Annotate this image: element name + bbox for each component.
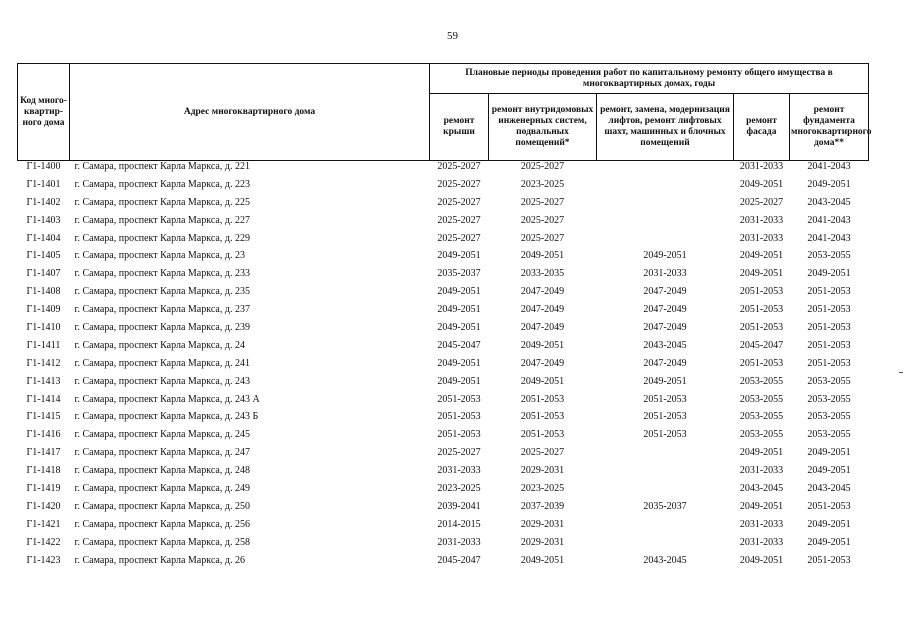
cell-roof: 2039-2041 xyxy=(437,500,481,512)
header-code: Код много-квартир-ного дома xyxy=(18,64,70,161)
cell-code: Г1-1414 xyxy=(26,393,61,405)
table-row xyxy=(18,555,869,573)
cell-facade: 2049-2051 xyxy=(739,268,784,280)
cell-internal-systems: 2025-2027 xyxy=(520,447,565,459)
cell-elevators: 2051-2053 xyxy=(643,411,687,423)
cell-address: г. Самара, проспект Карла Маркса, д. 250 xyxy=(74,500,250,512)
cell-facade: 2051-2053 xyxy=(739,357,784,369)
cell-address: г. Самара, проспект Карла Маркса, д. 24 xyxy=(74,339,245,351)
cell-address: г. Самара, проспект Карла Маркса, д. 237 xyxy=(74,304,250,316)
cell-address: г. Самара, проспект Карла Маркса, д. 225 xyxy=(74,196,250,208)
cell-internal-systems: 2049-2051 xyxy=(520,250,565,262)
cell-roof: 2025-2027 xyxy=(437,178,481,190)
cell-address: г. Самара, проспект Карла Маркса, д. 235 xyxy=(74,286,250,298)
cell-address: г. Самара, проспект Карла Маркса, д. 239 xyxy=(74,322,250,334)
cell-code: Г1-1411 xyxy=(26,339,61,351)
cell-facade: 2053-2055 xyxy=(739,429,784,441)
cell-facade: 2051-2053 xyxy=(739,286,784,298)
cell-code: Г1-1401 xyxy=(26,178,61,190)
cell-address: г. Самара, проспект Карла Маркса, д. 243 xyxy=(74,375,250,387)
cell-internal-systems: 2025-2027 xyxy=(520,196,565,208)
cell-elevators: 2035-2037 xyxy=(643,500,687,512)
cell-foundation: 2051-2053 xyxy=(807,500,851,512)
cell-elevators xyxy=(597,215,734,233)
cell-foundation: 2051-2053 xyxy=(807,339,851,351)
header-address: Адрес многоквартирного дома xyxy=(70,64,430,161)
cell-internal-systems: 2025-2027 xyxy=(520,214,565,226)
header-elevators: ремонт, замена, модернизация лифтов, ремонт лифтовых шахт, машинных и блочных помещений xyxy=(597,94,734,161)
cell-roof: 2045-2047 xyxy=(437,339,481,351)
cell-elevators: 2043-2045 xyxy=(643,554,687,566)
cell-roof: 2045-2047 xyxy=(437,554,481,566)
cell-code: Г1-1407 xyxy=(26,268,61,280)
cell-facade: 2031-2033 xyxy=(734,161,790,179)
cell-roof: 2031-2033 xyxy=(437,536,481,548)
cell-roof: 2023-2025 xyxy=(437,483,481,495)
cell-roof: 2025-2027 xyxy=(437,214,481,226)
cell-elevators: 2049-2051 xyxy=(643,250,687,262)
cell-elevators xyxy=(597,179,734,197)
cell-internal-systems: 2047-2049 xyxy=(520,304,565,316)
cell-foundation: 2049-2051 xyxy=(807,536,851,548)
scan-mark xyxy=(899,372,903,373)
cell-internal-systems: 2029-2031 xyxy=(520,518,565,530)
cell-code: Г1-1400 xyxy=(18,161,70,179)
cell-internal-systems: 2033-2035 xyxy=(520,268,565,280)
cell-elevators: 2047-2049 xyxy=(643,304,687,316)
cell-address: г. Самара, проспект Карла Маркса, д. 243 Б xyxy=(74,411,259,423)
cell-elevators xyxy=(597,537,734,555)
cell-roof: 2031-2033 xyxy=(437,465,481,477)
cell-elevators xyxy=(597,161,734,179)
cell-elevators: 2047-2049 xyxy=(643,322,687,334)
page-number: 59 xyxy=(447,30,458,42)
cell-address: г. Самара, проспект Карла Маркса, д. 247 xyxy=(74,447,250,459)
cell-address: г. Самара, проспект Карла Маркса, д. 23 xyxy=(74,250,245,262)
cell-elevators xyxy=(597,197,734,215)
cell-roof: 2014-2015 xyxy=(437,518,481,530)
cell-foundation: 2051-2053 xyxy=(807,322,851,334)
cell-code: Г1-1410 xyxy=(26,322,61,334)
cell-roof: 2051-2053 xyxy=(437,411,481,423)
cell-foundation: 2041-2043 xyxy=(807,232,851,244)
table-row xyxy=(18,429,869,447)
cell-facade: 2049-2051 xyxy=(739,178,784,190)
cell-internal-systems: 2047-2049 xyxy=(520,286,565,298)
cell-elevators: 2051-2053 xyxy=(643,393,687,405)
cell-elevators xyxy=(597,483,734,501)
cell-code: Г1-1416 xyxy=(26,429,61,441)
cell-address: г. Самара, проспект Карла Маркса, д. 249 xyxy=(74,483,250,495)
cell-code: Г1-1421 xyxy=(26,518,61,530)
table-row xyxy=(18,268,869,286)
cell-roof: 2025-2027 xyxy=(437,196,481,208)
cell-elevators: 2043-2045 xyxy=(643,339,687,351)
cell-foundation: 2049-2051 xyxy=(807,518,851,530)
cell-foundation: 2051-2053 xyxy=(807,357,851,369)
cell-foundation: 2051-2053 xyxy=(807,554,851,566)
cell-code: Г1-1422 xyxy=(26,536,61,548)
table-row xyxy=(18,322,869,340)
table-row xyxy=(18,501,869,519)
cell-facade: 2051-2053 xyxy=(739,322,784,334)
cell-roof: 2049-2051 xyxy=(437,357,481,369)
cell-foundation: 2053-2055 xyxy=(807,429,851,441)
cell-address: г. Самара, проспект Карла Маркса, д. 221 xyxy=(70,161,430,179)
cell-elevators: 2031-2033 xyxy=(643,268,687,280)
cell-code: Г1-1417 xyxy=(26,447,61,459)
cell-internal-systems: 2051-2053 xyxy=(520,429,565,441)
cell-facade: 2031-2033 xyxy=(739,465,784,477)
cell-roof: 2025-2027 xyxy=(437,447,481,459)
cell-foundation: 2051-2053 xyxy=(807,286,851,298)
cell-roof: 2051-2053 xyxy=(437,393,481,405)
table-row xyxy=(18,233,869,251)
table-row xyxy=(18,161,869,179)
cell-address: г. Самара, проспект Карла Маркса, д. 227 xyxy=(74,214,250,226)
cell-facade: 2031-2033 xyxy=(739,232,784,244)
table-row xyxy=(18,197,869,215)
cell-facade: 2053-2055 xyxy=(739,411,784,423)
cell-code: Г1-1415 xyxy=(26,411,61,423)
cell-code: Г1-1404 xyxy=(26,232,61,244)
cell-code: Г1-1412 xyxy=(26,357,61,369)
cell-address: г. Самара, проспект Карла Маркса, д. 233 xyxy=(74,268,250,280)
cell-roof: 2049-2051 xyxy=(437,304,481,316)
cell-address: г. Самара, проспект Карла Маркса, д. 248 xyxy=(74,465,250,477)
cell-code: Г1-1423 xyxy=(26,554,61,566)
cell-foundation: 2041-2043 xyxy=(807,214,851,226)
header-periods-group: Плановые периоды проведения работ по капитальному ремонту общего имущества в многоквартирных домах, годы xyxy=(430,64,869,94)
cell-address: г. Самара, проспект Карла Маркса, д. 243 А xyxy=(74,393,260,405)
cell-internal-systems: 2023-2025 xyxy=(520,483,565,495)
cell-facade: 2043-2045 xyxy=(739,483,784,495)
cell-internal-systems: 2049-2051 xyxy=(520,339,565,351)
cell-code: Г1-1405 xyxy=(26,250,61,262)
cell-code: Г1-1409 xyxy=(26,304,61,316)
cell-elevators: 2049-2051 xyxy=(643,375,687,387)
cell-roof: 2025-2027 xyxy=(437,232,481,244)
cell-internal-systems: 2049-2051 xyxy=(520,375,565,387)
cell-internal-systems: 2037-2039 xyxy=(520,500,565,512)
cell-internal-systems: 2029-2031 xyxy=(520,536,565,548)
cell-foundation: 2043-2045 xyxy=(807,196,851,208)
table-row xyxy=(18,376,869,394)
cell-facade: 2031-2033 xyxy=(739,214,784,226)
table-row xyxy=(18,411,869,429)
cell-foundation: 2043-2045 xyxy=(807,483,851,495)
table-row xyxy=(18,519,869,537)
cell-foundation: 2053-2055 xyxy=(807,250,851,262)
cell-facade: 2049-2051 xyxy=(739,447,784,459)
table-row xyxy=(18,447,869,465)
cell-internal-systems: 2051-2053 xyxy=(520,393,565,405)
cell-code: Г1-1402 xyxy=(26,196,61,208)
cell-roof: 2049-2051 xyxy=(437,322,481,334)
cell-elevators: 2047-2049 xyxy=(643,286,687,298)
cell-facade: 2053-2055 xyxy=(739,393,784,405)
header-facade: ремонт фасада xyxy=(734,94,790,161)
cell-foundation: 2049-2051 xyxy=(807,268,851,280)
cell-facade: 2049-2051 xyxy=(739,250,784,262)
cell-elevators xyxy=(597,465,734,483)
table-row xyxy=(18,394,869,412)
cell-foundation: 2051-2053 xyxy=(807,304,851,316)
cell-foundation: 2053-2055 xyxy=(807,375,851,387)
cell-foundation: 2053-2055 xyxy=(807,393,851,405)
cell-elevators xyxy=(597,447,734,465)
table-body xyxy=(18,161,869,573)
cell-internal-systems: 2049-2051 xyxy=(520,554,565,566)
cell-roof: 2049-2051 xyxy=(437,286,481,298)
cell-code: Г1-1403 xyxy=(26,214,61,226)
cell-roof: 2035-2037 xyxy=(437,268,481,280)
cell-facade: 2051-2053 xyxy=(739,304,784,316)
cell-elevators: 2047-2049 xyxy=(643,357,687,369)
table-row xyxy=(18,465,869,483)
cell-roof: 2049-2051 xyxy=(437,250,481,262)
cell-roof: 2025-2027 xyxy=(430,161,489,179)
cell-code: Г1-1420 xyxy=(26,500,61,512)
table-row xyxy=(18,340,869,358)
cell-internal-systems: 2025-2027 xyxy=(520,232,565,244)
cell-address: г. Самара, проспект Карла Маркса, д. 241 xyxy=(74,357,250,369)
cell-facade: 2031-2033 xyxy=(739,536,784,548)
cell-address: г. Самара, проспект Карла Маркса, д. 223 xyxy=(74,178,250,190)
cell-foundation: 2053-2055 xyxy=(807,411,851,423)
cell-internal-systems: 2023-2025 xyxy=(520,178,565,190)
cell-internal-systems: 2029-2031 xyxy=(520,465,565,477)
table-row xyxy=(18,358,869,376)
header-internal-systems: ремонт внутридомовых инженерных систем, подвальных помещений* xyxy=(489,94,597,161)
cell-foundation: 2049-2051 xyxy=(807,465,851,477)
table-row xyxy=(18,179,869,197)
cell-elevators xyxy=(597,519,734,537)
table-header xyxy=(18,64,872,161)
cell-code: Г1-1419 xyxy=(26,483,61,495)
cell-facade: 2053-2055 xyxy=(739,375,784,387)
cell-address: г. Самара, проспект Карла Маркса, д. 258 xyxy=(74,536,250,548)
table-row xyxy=(18,483,869,501)
cell-internal-systems: 2047-2049 xyxy=(520,322,565,334)
cell-roof: 2051-2053 xyxy=(437,429,481,441)
cell-facade: 2025-2027 xyxy=(739,196,784,208)
cell-code: Г1-1408 xyxy=(26,286,61,298)
table-row xyxy=(18,537,869,555)
cell-elevators: 2051-2053 xyxy=(643,429,687,441)
cell-roof: 2049-2051 xyxy=(437,375,481,387)
cell-internal-systems: 2051-2053 xyxy=(520,411,565,423)
cell-address: г. Самара, проспект Карла Маркса, д. 256 xyxy=(74,518,250,530)
cell-internal-systems: 2047-2049 xyxy=(520,357,565,369)
header-foundation: ремонт фундамента многоквартирного дома** xyxy=(790,94,869,161)
repair-schedule-table xyxy=(17,63,872,572)
table-row xyxy=(18,304,869,322)
cell-foundation: 2049-2051 xyxy=(807,178,851,190)
table-row xyxy=(18,286,869,304)
cell-facade: 2049-2051 xyxy=(739,554,784,566)
cell-facade: 2049-2051 xyxy=(739,500,784,512)
cell-facade: 2031-2033 xyxy=(739,518,784,530)
cell-address: г. Самара, проспект Карла Маркса, д. 26 xyxy=(74,554,245,566)
cell-foundation: 2049-2051 xyxy=(807,447,851,459)
cell-code: Г1-1418 xyxy=(26,465,61,477)
table-row xyxy=(18,250,869,268)
cell-foundation: 2041-2043 xyxy=(790,161,869,179)
cell-code: Г1-1413 xyxy=(26,375,61,387)
cell-internal-systems: 2025-2027 xyxy=(489,161,597,179)
header-roof: ремонт крыши xyxy=(430,94,489,161)
cell-facade: 2045-2047 xyxy=(739,339,784,351)
cell-elevators xyxy=(597,233,734,251)
cell-address: г. Самара, проспект Карла Маркса, д. 229 xyxy=(74,232,250,244)
table-row xyxy=(18,215,869,233)
cell-address: г. Самара, проспект Карла Маркса, д. 245 xyxy=(74,429,250,441)
